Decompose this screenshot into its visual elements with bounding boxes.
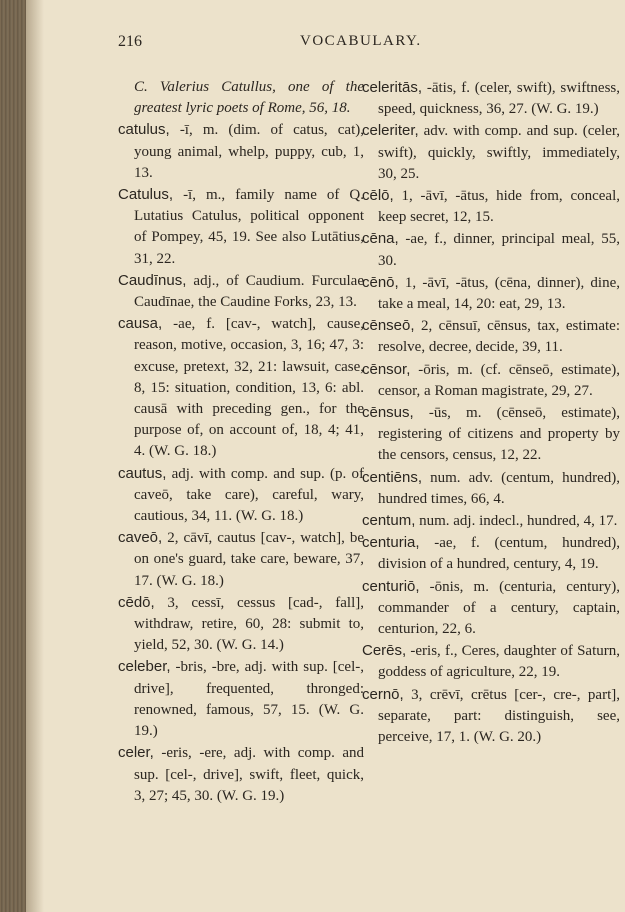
dictionary-entry xyxy=(362,532,620,575)
headword: cautus, xyxy=(118,464,167,482)
entry-body: 3, crēvī, crētus [cer-, cre-, part], separate, part: distinguish, see, perceive, 17, 1. (W. G. 20.) xyxy=(378,686,620,746)
headword: centum, xyxy=(362,512,416,530)
headword: centuria, xyxy=(362,534,420,552)
dictionary-entry xyxy=(118,313,364,462)
headword: centiēns, xyxy=(362,468,423,486)
dictionary-entry xyxy=(362,120,620,185)
dictionary-entry xyxy=(362,77,620,120)
entry-body: adj., of Caudium. Furculae Caudīnae, the Caudine Forks, 23, 13. xyxy=(134,272,364,311)
entry-body: -ī, m. (dim. of catus, cat), young animal, whelp, puppy, cub, 1, 13. xyxy=(134,122,364,181)
dictionary-entry xyxy=(118,184,364,270)
dictionary-entry xyxy=(362,684,620,749)
dictionary-entry xyxy=(362,315,620,358)
headword: cēnsus, xyxy=(362,404,414,422)
entry-body: adv. with comp. and sup. (celer, swift), quickly, swiftly, immediately, 30, 25. xyxy=(378,123,621,182)
headword: cēnseō, xyxy=(362,317,415,335)
entry-body: -ōris, m. (cf. cēnseō, estimate), censor, a Roman magistrate, 29, 27. xyxy=(378,361,620,399)
dictionary-entry xyxy=(362,510,620,532)
headword: cēna, xyxy=(362,230,399,248)
headword: celeritās, xyxy=(362,79,423,96)
entry-body: -ae, f. (centum, hundred), division of a hundred, century, 4, 19. xyxy=(378,535,620,573)
entry-body: -eris, -ere, adj. with comp. and sup. [cel-, drive], swift, fleet, quick, 3, 27; 45, 30. (W. G. 19.) xyxy=(134,745,365,804)
dictionary-entry xyxy=(118,742,364,807)
page-header xyxy=(118,33,585,55)
entry-body: -eris, f., Ceres, daughter of Saturn, goddess of agriculture, 22, 19. xyxy=(378,643,620,681)
headword: causa, xyxy=(118,315,163,333)
dictionary-entry xyxy=(118,527,364,592)
dictionary-entry xyxy=(362,576,620,641)
right-column xyxy=(362,77,620,748)
left-column xyxy=(118,77,364,807)
page-number: 216 xyxy=(118,33,142,50)
entry-body: num. adv. (centum, hundred), hundred times, 66, 4. xyxy=(378,469,620,507)
entry-body: -bris, -bre, adj. with sup. [cel-, drive], frequented, thronged: renowned, famous, 57, 15. (W. G. 19.) xyxy=(134,659,365,740)
headword: caveō, xyxy=(118,529,163,547)
headword: cēlō, xyxy=(362,187,394,205)
running-head: VOCABULARY. xyxy=(300,33,422,49)
dictionary-entry xyxy=(362,359,620,402)
dictionary-entry xyxy=(118,656,364,742)
dictionary-entry xyxy=(362,272,620,315)
entry-body: -ae, f. [cav-, watch], cause, reason, motive, occasion, 3, 16; 47, 3: excuse, pretext, 32, 21: lawsuit, case, 8, 15: situation, condition, 13, 6: abl. causā with preceding gen., for the purpose of, on account of, 18, 4; 41, 4. (W. G. 18.) xyxy=(134,316,365,460)
book-spine xyxy=(0,0,26,912)
headword: celeriter, xyxy=(362,122,419,140)
entry-body: 1, -āvī, -ātus, (cēna, dinner), dine, take a meal, 14, 20: eat, 29, 13. xyxy=(378,274,620,313)
entry-body: 2, cāvī, cautus [cav-, watch], be on one's guard, take care, beware, 37, 17. (W. G. 18.) xyxy=(134,530,365,589)
dictionary-entry xyxy=(362,640,620,683)
headword: celer, xyxy=(118,744,154,762)
headword: Catulus, xyxy=(118,186,174,204)
entry-body: -ātis, f. (celer, swift), swiftness, speed, quickness, 36, 27. (W. G. 19.) xyxy=(378,80,620,118)
dictionary-entry xyxy=(362,228,620,271)
entry-body: 3, cessī, cessus [cad-, fall], withdraw, retire, 60, 28: submit to, yield, 52, 30. (W. G. 14.) xyxy=(134,594,364,654)
dictionary-entry xyxy=(362,402,620,467)
entry-body: -ōnis, m. (centuria, century), commander of a century, captain, centurion, 22, 6. xyxy=(378,578,620,638)
entry-body: -ūs, m. (cēnseō, estimate), registering of citizens and property by the censors, census, 12, 22. xyxy=(378,405,621,464)
headword: Cerēs, xyxy=(362,642,407,660)
headword: cēnō, xyxy=(362,273,399,291)
entry-body: num. adj. indecl., hundred, 4, 17. xyxy=(419,513,618,530)
dictionary-entry xyxy=(118,592,364,657)
headword: centuriō, xyxy=(362,577,420,595)
entry-body: adj. with comp. and sup. (p. of caveō, take care), careful, wary, cautious, 34, 11. (W. G. 18.) xyxy=(134,465,364,525)
headword: celeber, xyxy=(118,658,171,676)
entry-body: -ae, f., dinner, principal meal, 55, 30. xyxy=(378,231,620,269)
headword: catulus, xyxy=(118,121,170,139)
headword: cernō, xyxy=(362,685,404,703)
headword: cēdō, xyxy=(118,593,155,611)
dictionary-entry xyxy=(362,467,620,510)
dictionary-entry xyxy=(362,185,620,228)
headword: cēnsor, xyxy=(362,360,411,378)
dictionary-entry xyxy=(118,270,364,313)
dictionary-entry xyxy=(118,463,364,528)
entry-body: 2, cēnsuī, cēnsus, tax, estimate: resolve, decree, decide, 39, 11. xyxy=(378,318,620,356)
headword: Caudīnus, xyxy=(118,271,187,289)
dictionary-entry: C. Valerius Catullus, one of the greatest lyric poets of Rome, 56, 18. xyxy=(134,79,364,117)
page-gutter-shadow xyxy=(26,0,44,912)
entry-body: 1, -āvī, -ātus, hide from, conceal, keep secret, 12, 15. xyxy=(378,188,621,226)
entry-body: -ī, m., family name of Q. Lutatius Catulus, political opponent of Pompey, 45, 19. See also Lutātius, 31, 22. xyxy=(134,187,365,267)
dictionary-entry xyxy=(118,119,364,184)
